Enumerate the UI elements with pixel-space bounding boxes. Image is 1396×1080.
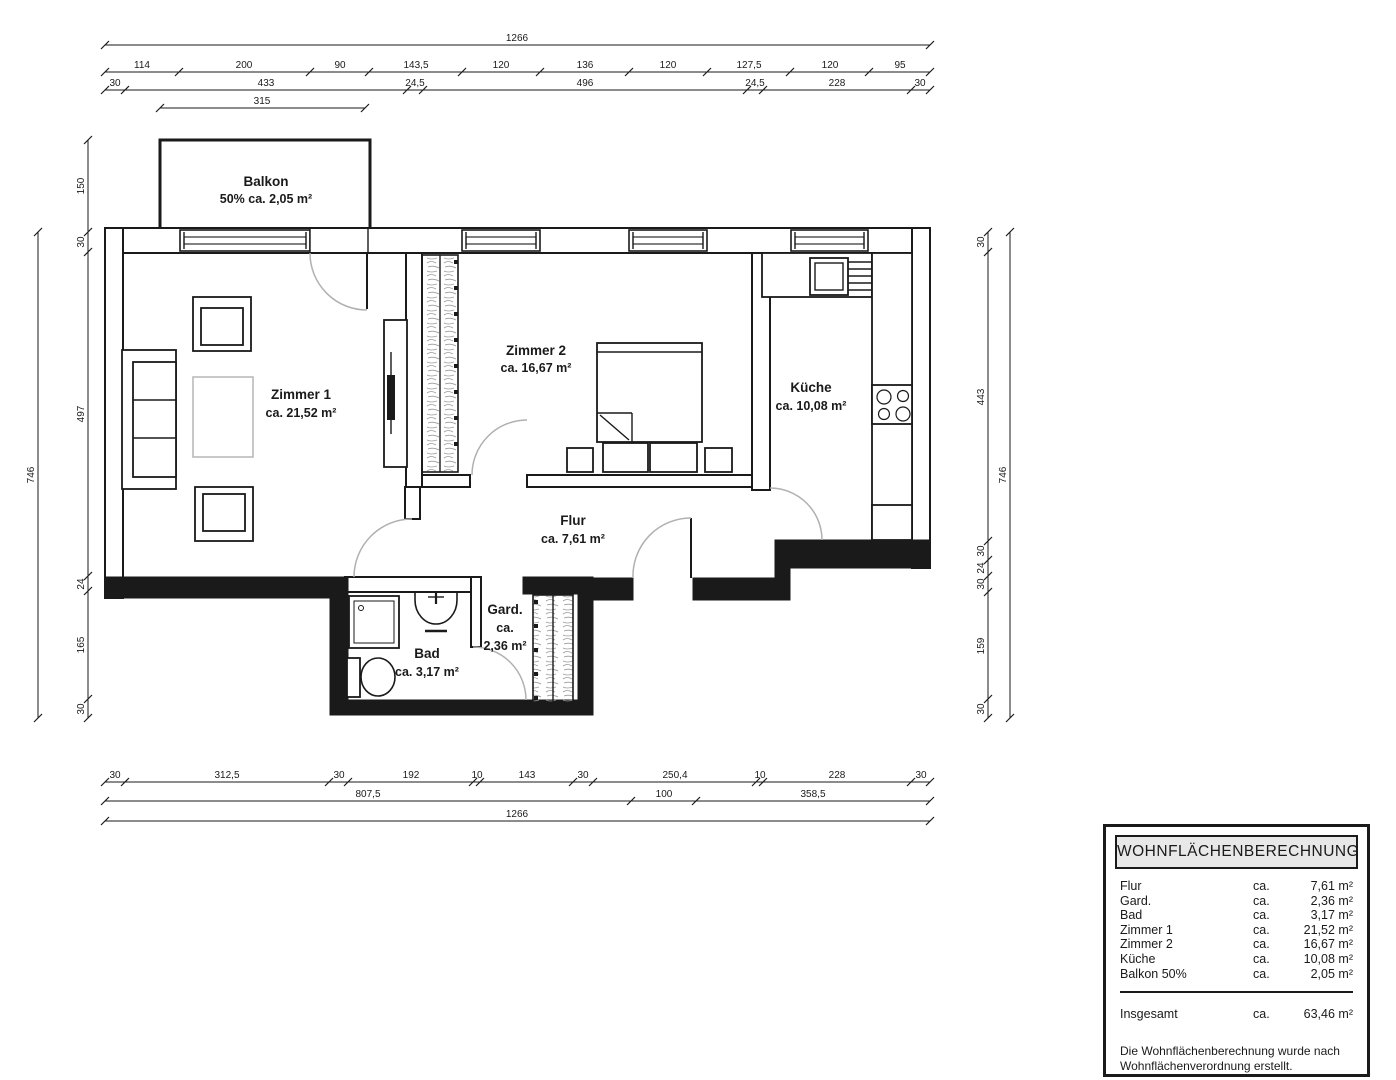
row-value: 10,08 m² <box>1303 951 1353 966</box>
dim: 95 <box>894 60 906 71</box>
dim: 127,5 <box>736 60 762 71</box>
wall-flur-south-right <box>693 578 775 600</box>
dim: 358,5 <box>800 789 826 800</box>
dim: 200 <box>235 60 253 71</box>
bed-bench-right <box>650 443 697 472</box>
walls-solid <box>105 540 930 715</box>
dim: 443 <box>976 388 987 406</box>
total-ca: ca. <box>1253 1007 1270 1022</box>
wall-bad-west <box>330 577 348 715</box>
dim: 24 <box>76 578 87 590</box>
area-table-title: WOHNFLÄCHENBERECHNUNG <box>1115 835 1358 869</box>
row-name: Küche <box>1120 951 1156 966</box>
entrance-door <box>633 518 691 578</box>
table-row <box>1120 923 1353 938</box>
dim: 150 <box>76 177 87 195</box>
kueche-label: Küche <box>790 380 832 395</box>
dim: 120 <box>659 60 677 71</box>
row-ca: ca. <box>1253 922 1270 937</box>
dim: 30 <box>76 703 87 715</box>
dim: 228 <box>828 78 846 89</box>
bathroom-sink <box>415 592 457 631</box>
window-zimmer2-left <box>462 230 540 251</box>
flur-area: ca. 7,61 m² <box>541 532 605 546</box>
table-note <box>1120 1044 1353 1074</box>
row-name: Bad <box>1120 908 1143 923</box>
row-value: 2,05 m² <box>1310 966 1353 981</box>
toilet <box>347 658 395 697</box>
sofa <box>122 350 176 489</box>
row-ca: ca. <box>1253 879 1270 893</box>
zimmer1-label: Zimmer 1 <box>270 387 332 402</box>
zimmer2-door <box>472 420 527 475</box>
dim: 90 <box>334 60 346 71</box>
bad-door <box>473 647 526 700</box>
row-value: 7,61 m² <box>1310 879 1353 893</box>
dim: 30 <box>109 770 121 781</box>
dim: 312,5 <box>214 770 240 781</box>
kitchen-sink <box>810 258 848 295</box>
kueche-area: ca. 10,08 m² <box>775 399 847 413</box>
total-name: Insgesamt <box>1120 1007 1178 1022</box>
shower <box>349 596 399 648</box>
table-row <box>1120 908 1353 923</box>
row-value: 2,36 m² <box>1310 893 1353 908</box>
row-value: 16,67 m² <box>1303 937 1353 952</box>
zimmer1-area: ca. 21,52 m² <box>265 406 337 420</box>
wall-flur-south-left <box>593 578 633 600</box>
dim: 30 <box>976 545 987 557</box>
dim: 497 <box>76 405 87 423</box>
wall-zimmer1-flur <box>405 487 420 519</box>
wall-gard-east <box>578 577 593 715</box>
armchair-bottom <box>195 487 253 541</box>
balkon-area: 50% ca. 2,05 m² <box>219 192 313 206</box>
wall-west <box>105 228 123 598</box>
note-line-2: Wohnflächenverordnung erstellt. <box>1120 1058 1293 1073</box>
dim: 30 <box>76 236 87 248</box>
tv <box>387 375 395 420</box>
balcony-door <box>310 229 368 310</box>
dim: 143,5 <box>403 60 429 71</box>
wall-zimmer1-south <box>105 577 330 598</box>
dim-right-overall: 746 <box>998 466 1009 484</box>
wall-kitchen-south <box>775 540 930 568</box>
nightstand-left <box>567 448 593 472</box>
dim: 24,5 <box>405 78 425 89</box>
area-table-rows <box>1106 875 1367 981</box>
row-name: Zimmer 2 <box>1120 937 1173 952</box>
row-name: Zimmer 1 <box>1120 922 1173 937</box>
table-row <box>1120 952 1353 967</box>
dim: 433 <box>257 78 275 89</box>
dim: 30 <box>976 703 987 715</box>
furniture-zimmer1 <box>122 297 407 541</box>
dim: 120 <box>821 60 839 71</box>
dim: 165 <box>76 636 87 654</box>
wall-zimmer2-south-left <box>422 475 470 487</box>
wardrobe-zimmer2 <box>422 255 458 472</box>
row-ca: ca. <box>1253 951 1270 966</box>
gard-area-2: 2,36 m² <box>483 639 527 653</box>
dim: 30 <box>914 78 926 89</box>
wall-east <box>912 228 930 568</box>
armchair-top <box>193 297 251 351</box>
table-row <box>1120 894 1353 909</box>
dimensions-top <box>101 33 934 112</box>
flur-label: Flur <box>560 513 586 528</box>
dim-top-overall: 1266 <box>505 33 529 44</box>
wall-bad-north <box>345 577 473 592</box>
kitchen-fixtures <box>762 253 912 540</box>
furniture-zimmer2 <box>567 343 732 472</box>
dim-balcony-width: 315 <box>253 96 271 107</box>
kitchen-appliance <box>872 505 912 540</box>
dim-left-overall: 746 <box>26 466 37 484</box>
row-value: 3,17 m² <box>1310 908 1353 923</box>
dim: 496 <box>576 78 594 89</box>
dim: 30 <box>109 78 121 89</box>
wall-south-step <box>775 568 790 600</box>
window-kueche <box>791 230 868 251</box>
wall-zimmer2-south-right <box>527 475 752 487</box>
bathroom-fixtures <box>347 592 457 697</box>
gard-label: Gard. <box>487 602 523 617</box>
table-row <box>1120 967 1353 982</box>
dim: 30 <box>915 770 927 781</box>
dim: 30 <box>976 236 987 248</box>
bad-label: Bad <box>414 646 440 661</box>
dimensions-left <box>26 136 92 722</box>
total-value: 63,46 m² <box>1303 1007 1353 1022</box>
dimensions-right <box>976 228 1014 722</box>
note-line-1: Die Wohnflächenberechnung wurde nach <box>1120 1043 1340 1058</box>
wall-bad-gard <box>471 577 481 647</box>
zimmer2-area: ca. 16,67 m² <box>500 361 572 375</box>
kueche-door <box>770 488 822 540</box>
row-name: Flur <box>1120 879 1142 893</box>
window-zimmer1 <box>180 230 310 251</box>
balkon-label: Balkon <box>243 174 289 189</box>
dim: 250,4 <box>662 770 688 781</box>
dim: 228 <box>828 770 846 781</box>
zimmer2-label: Zimmer 2 <box>505 343 567 358</box>
table-divider <box>1120 991 1353 993</box>
dim: 120 <box>492 60 510 71</box>
dim: 114 <box>134 60 150 71</box>
dim: 807,5 <box>355 789 381 800</box>
bed-bench-left <box>603 443 648 472</box>
nightstand-right <box>705 448 732 472</box>
window-zimmer2-right <box>629 230 707 251</box>
row-value: 21,52 m² <box>1303 922 1353 937</box>
dim: 100 <box>655 789 673 800</box>
dim: 30 <box>976 578 987 590</box>
row-ca: ca. <box>1253 893 1270 908</box>
wall-zimmer1-zimmer2 <box>406 253 422 487</box>
dim: 136 <box>576 60 594 71</box>
bad-area: ca. 3,17 m² <box>395 665 459 679</box>
bed <box>597 343 702 442</box>
table-row <box>1120 879 1353 894</box>
dim-bottom-overall: 1266 <box>505 809 529 820</box>
dim: 143 <box>518 770 536 781</box>
row-name: Gard. <box>1120 893 1152 908</box>
dim: 10 <box>754 770 766 781</box>
dim: 24,5 <box>745 78 765 89</box>
dim: 24 <box>976 562 987 574</box>
wardrobe-garderobe <box>533 595 573 703</box>
tv-board <box>384 320 407 467</box>
table-row <box>1120 937 1353 952</box>
area-calculation-table <box>1103 824 1370 1077</box>
table-total-row <box>1120 1007 1353 1022</box>
row-ca: ca. <box>1253 937 1270 952</box>
row-ca: ca. <box>1253 966 1270 981</box>
dim: 192 <box>402 770 420 781</box>
row-name: Balkon 50% <box>1120 966 1187 981</box>
dim: 30 <box>333 770 345 781</box>
coffee-table <box>193 377 253 457</box>
zimmer1-door <box>354 519 412 577</box>
gard-area-1: ca. <box>496 621 514 635</box>
dim: 159 <box>976 637 987 655</box>
dim: 10 <box>471 770 483 781</box>
wall-gard-north <box>523 577 578 594</box>
row-ca: ca. <box>1253 908 1270 923</box>
dim: 30 <box>577 770 589 781</box>
dimensions-bottom <box>101 770 934 825</box>
stove <box>872 385 912 424</box>
